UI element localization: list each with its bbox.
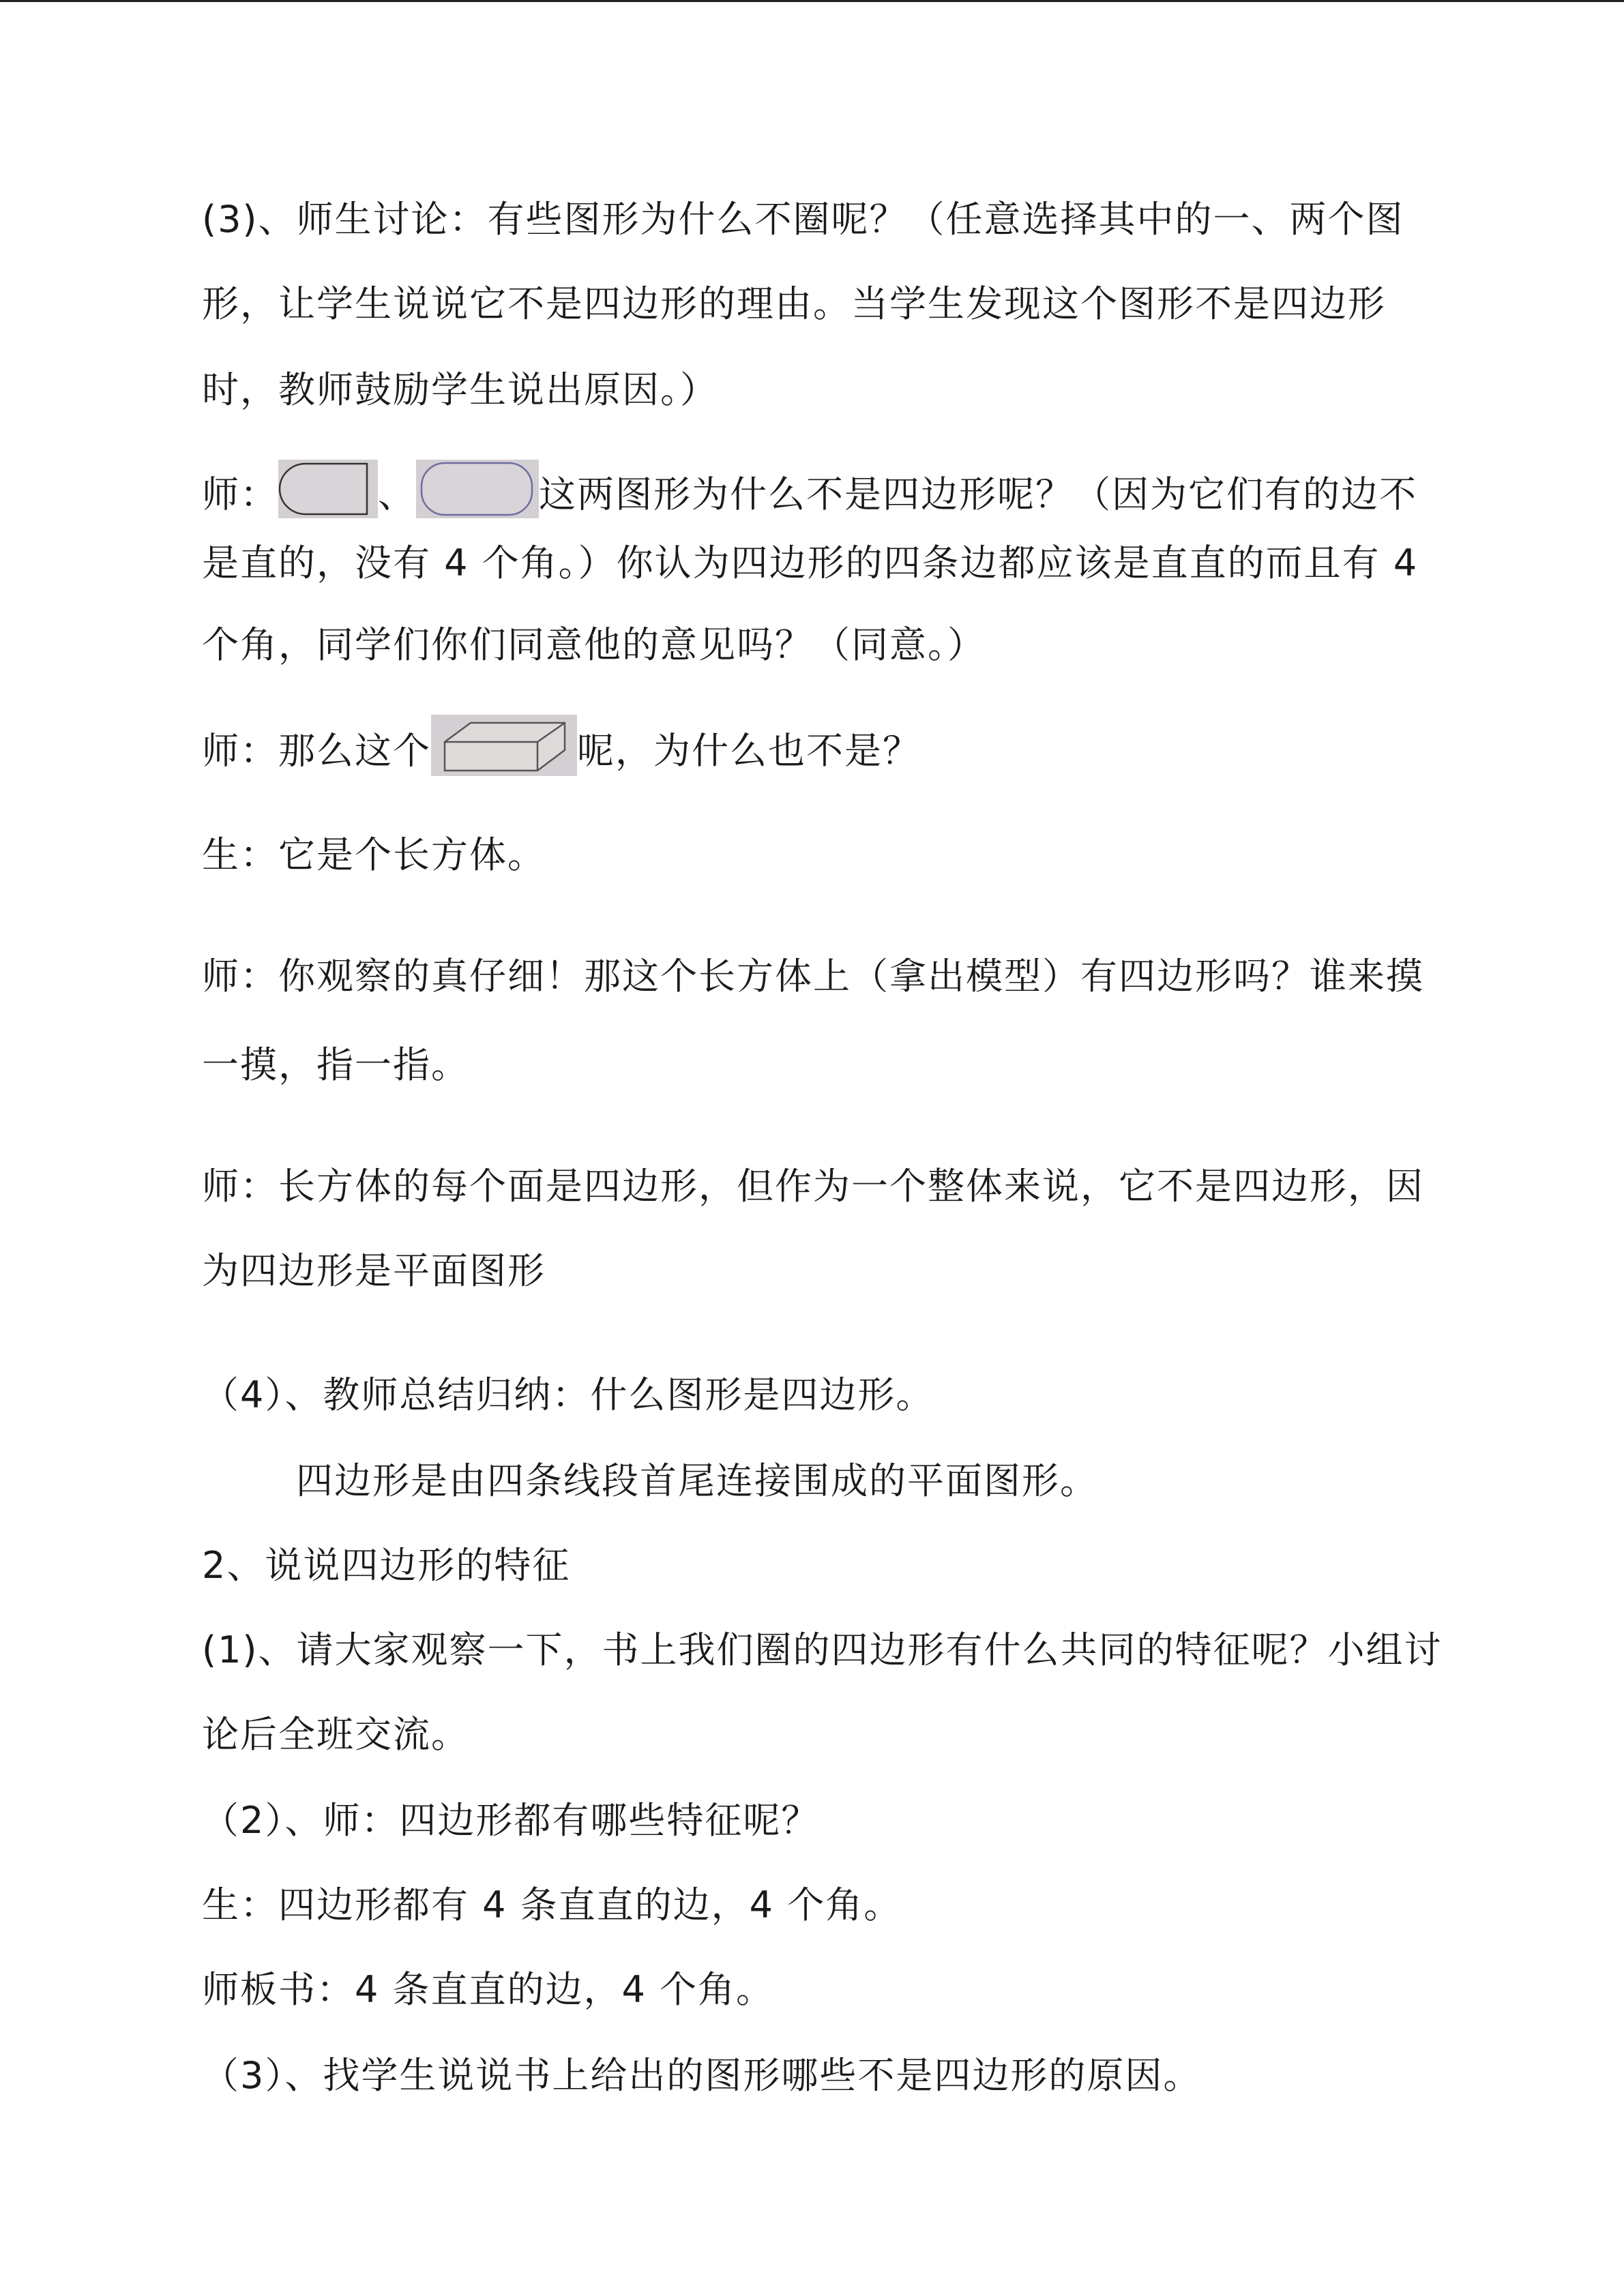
paragraph-line-3: 时，教师鼓励学生说出原因。） — [202, 368, 718, 411]
semicircle-rectangle-figure — [278, 460, 378, 528]
section-heading-2: 2、说说四边形的特征 — [202, 1544, 571, 1587]
paragraph-line-16: (1)、请大家观察一下，书上我们圈的四边形有什么共同的特征呢？小组讨 — [202, 1628, 1443, 1671]
paragraph-line-10: 一摸，指一指。 — [202, 1043, 469, 1086]
paragraph-line-20: 师板书：4 条直直的边，4 个角。 — [202, 1968, 775, 2011]
definition-line: 四边形是由四条线段首尾连接围成的平面图形。 — [296, 1459, 1098, 1502]
teacher-prefix: 师： — [202, 473, 278, 516]
paragraph-line-21: （3）、找学生说说书上给出的图形哪些不是四边形的原因。 — [202, 2054, 1202, 2097]
paragraph-line-5: 是直的，没有 4 个角。）你认为四边形的四条边都应该是直直的而且有 4 — [202, 541, 1419, 584]
rounded-rectangle-figure — [416, 460, 539, 528]
paragraph-line-9: 师：你观察的真仔细！那这个长方体上（拿出模型）有四边形吗？谁来摸 — [202, 955, 1424, 998]
line7-suffix: 呢，为什么也不是？ — [577, 729, 921, 773]
paragraph-line-12: 为四边形是平面图形 — [202, 1249, 546, 1292]
paragraph-line-2: 形，让学生说说它不是四边形的理由。当学生发现这个图形不是四边形 — [202, 282, 1386, 325]
paragraph-line-7 — [202, 721, 921, 773]
cuboid-figure — [431, 715, 577, 786]
paragraph-line-17: 论后全班交流。 — [202, 1713, 469, 1756]
page-top-border — [0, 0, 1624, 2]
paragraph-line-11: 师：长方体的每个面是四边形，但作为一个整体来说，它不是四边形，因 — [202, 1165, 1424, 1208]
line7-prefix: 师：那么这个 — [202, 729, 431, 773]
paragraph-line-19: 生：四边形都有 4 条直直的边，4 个角。 — [202, 1883, 902, 1926]
paragraph-line-8: 生：它是个长方体。 — [202, 833, 546, 876]
paragraph-line-4 — [202, 466, 1417, 516]
line4-suffix: 这两图形为什么不是四边形呢？（因为它们有的边不 — [539, 473, 1417, 516]
figure-separator: 、 — [378, 473, 416, 516]
paragraph-line-6: 个角，同学们你们同意他的意见吗？（同意。） — [202, 623, 986, 666]
paragraph-line-1: (3)、师生讨论：有些图形为什么不圈呢？（任意选择其中的一、两个图 — [202, 198, 1404, 241]
paragraph-line-13: （4）、教师总结归纳：什么图形是四边形。 — [202, 1373, 934, 1416]
paragraph-line-18: （2）、师：四边形都有哪些特征呢？ — [202, 1799, 820, 1842]
